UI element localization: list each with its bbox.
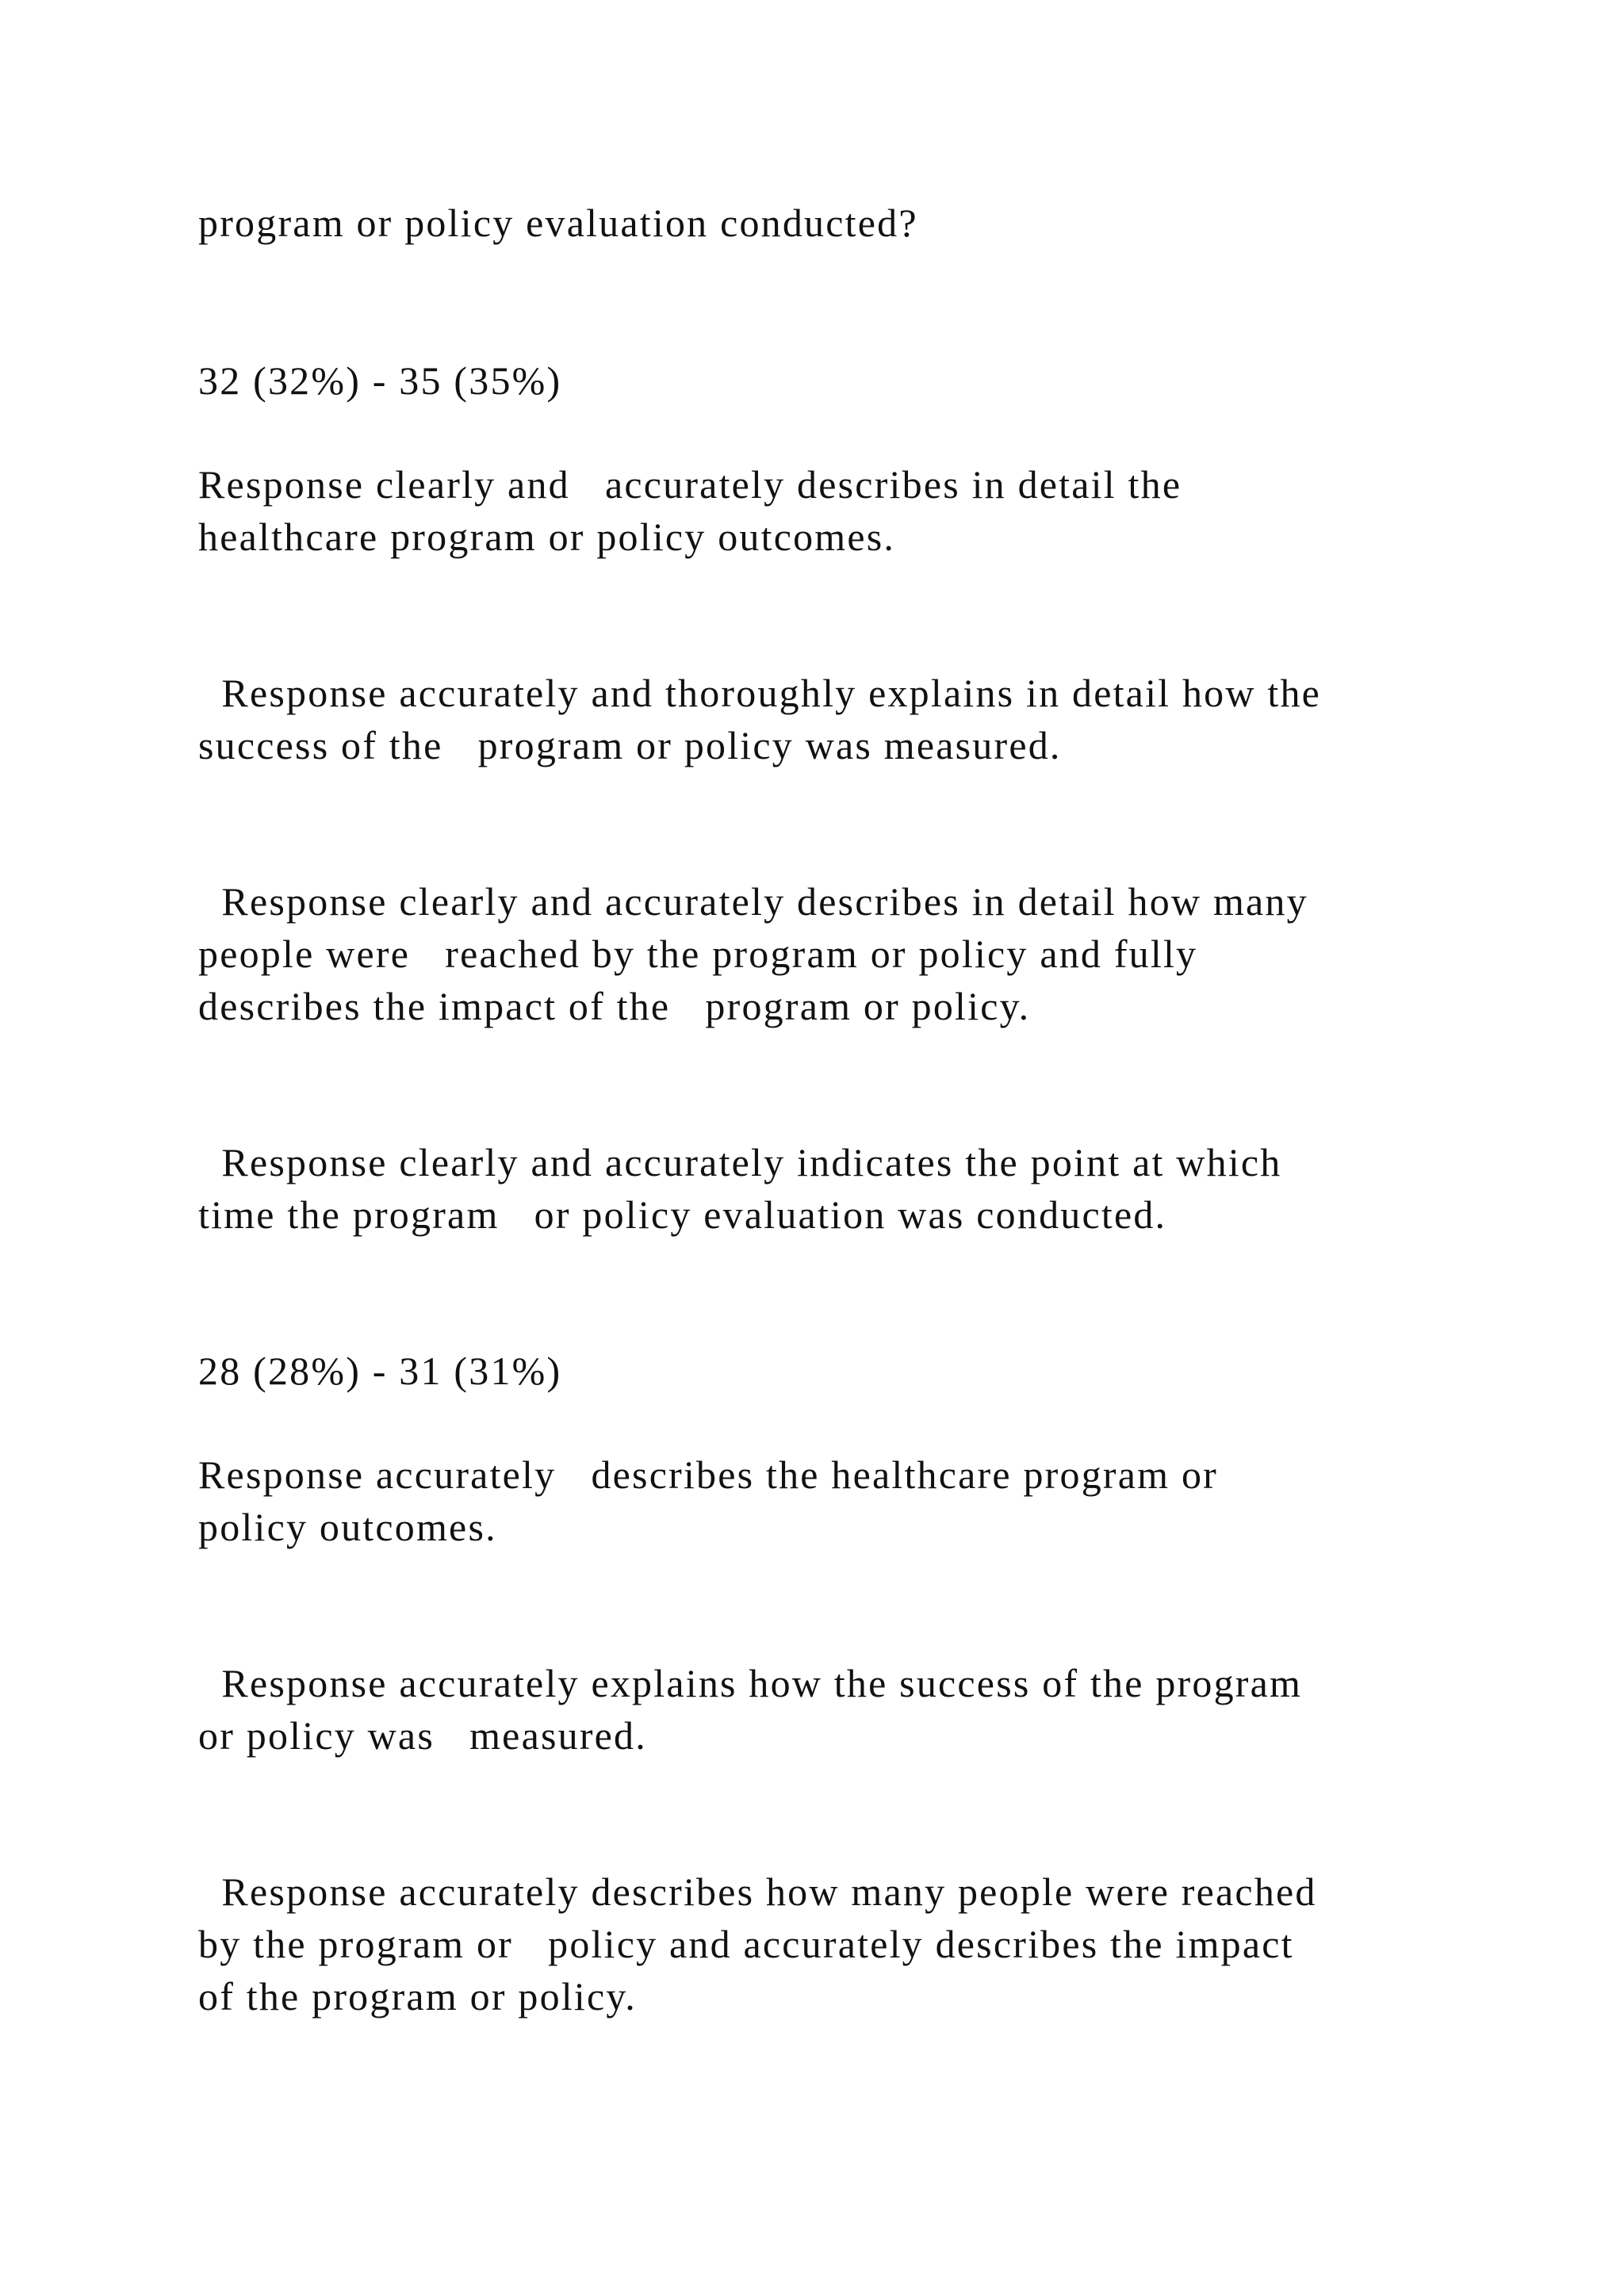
criterion-reach-line-2: people were reached by the program or policy and fully [198,932,1198,976]
criterion-outcomes-line-1: Response accurately describes the healthcare program or [198,1452,1218,1497]
criterion-outcomes-line-1: Response clearly and accurately describes in detail the [198,462,1182,507]
criterion-success-line-2: or policy was measured. [198,1713,647,1758]
criterion-success-line-1: Response accurately and thoroughly explains in detail how the [198,671,1322,715]
criterion-outcomes-line-2: healthcare program or policy outcomes. [198,515,896,559]
criterion-reach-line-1: Response clearly and accurately describes in detail how many [198,879,1308,924]
criterion-reach-line-1: Response accurately describes how many people were reached [198,1869,1317,1914]
criterion-success-line-1: Response accurately explains how the success of the program [198,1661,1303,1705]
criterion-reach-line-3: of the program or policy. [198,1974,637,2019]
criterion-timing-line-2: time the program or policy evaluation was conducted. [198,1192,1167,1237]
criterion-reach-line-2: by the program or policy and accurately describes the impact [198,1922,1294,1966]
criterion-reach-line-3: describes the impact of the program or policy. [198,984,1031,1028]
question-continuation-line: program or policy evaluation conducted? [198,201,918,245]
criterion-timing-line-1: Response clearly and accurately indicates the point at which [198,1140,1282,1184]
criterion-success-line-2: success of the program or policy was measured. [198,723,1062,767]
score-range-heading-32-35: 32 (32%) - 35 (35%) [198,358,562,403]
criterion-outcomes-line-2: policy outcomes. [198,1505,497,1549]
score-range-heading-28-31: 28 (28%) - 31 (31%) [198,1349,562,1393]
